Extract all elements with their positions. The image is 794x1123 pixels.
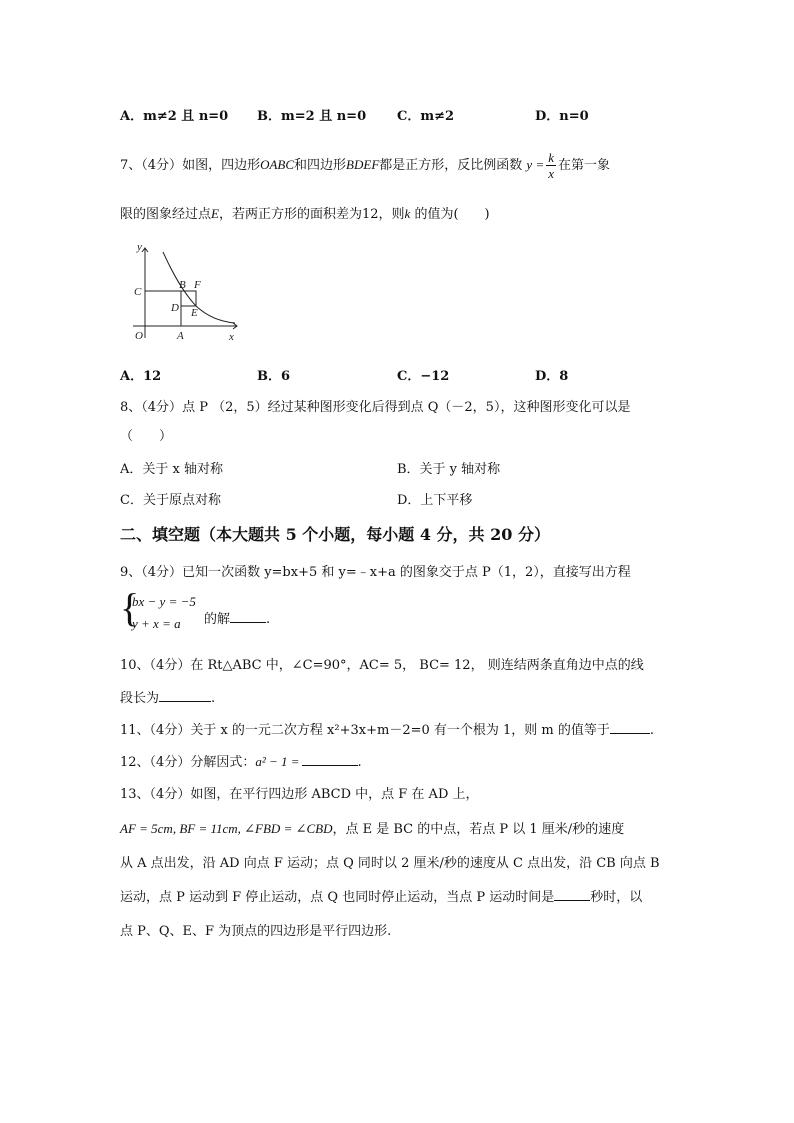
q8-number: 8、 bbox=[120, 400, 142, 415]
q7-option-d: D．8 bbox=[535, 369, 569, 384]
label-b: B bbox=[179, 279, 186, 291]
q11-text: 关于 x 的一元二次方程 x²+3x+m－2=0 有一个根为 1，则 m 的值等于 bbox=[190, 723, 610, 738]
q13-given: AF = 5cm, BF = 11cm, ∠FBD = ∠CBD bbox=[120, 821, 333, 836]
q10-text: 在 Rt△ABC 中，∠C=90°，AC= 5， BC= 12， 则连结两条直角边中点的线 bbox=[190, 658, 644, 673]
label-y: y bbox=[137, 241, 142, 253]
label-c: C bbox=[134, 286, 142, 298]
q12-line1 bbox=[120, 751, 362, 770]
q13-text: 如图，在平行四边形 ABCD 中，点 F 在 AD 上， bbox=[190, 787, 479, 802]
q13-line4-text: 运动，点 P 运动到 F 停止运动，点 Q 也同时停止运动，当点 P 运动时间是 bbox=[120, 890, 555, 905]
q13-line3: 从 A 点出发，沿 AD 向点 F 运动；点 Q 同时以 2 厘米/秒的速度从 C 点出发，沿 CB 向点 B bbox=[120, 856, 660, 871]
q8-text: 点 P （2，5）经过某种图形变化后得到点 Q（－2，5），这种图形变化可以是 bbox=[182, 400, 631, 415]
q8-option-a: A．关于 x 轴对称 bbox=[120, 462, 223, 477]
q12-score: （4分） bbox=[149, 755, 191, 770]
label-d: D bbox=[171, 302, 179, 314]
label-x: x bbox=[229, 331, 234, 343]
q7-option-b: B．6 bbox=[257, 369, 291, 384]
q7-figure bbox=[125, 238, 245, 344]
q7-k: k bbox=[404, 206, 411, 221]
q9-equation-1: bx − y = −5 bbox=[132, 594, 196, 609]
q12-text: 分解因式： bbox=[190, 755, 256, 770]
label-a: A bbox=[177, 330, 184, 342]
q8-option-b: B．关于 y 轴对称 bbox=[397, 462, 501, 477]
q7-text: 的值为( ) bbox=[414, 207, 490, 222]
q7-option-a: A．12 bbox=[120, 369, 162, 384]
q12-period: . bbox=[357, 755, 362, 770]
q10-score: （4分） bbox=[149, 658, 191, 673]
q10-number: 10、 bbox=[120, 658, 150, 673]
q10-period: . bbox=[211, 691, 216, 706]
q13-score: （4分） bbox=[149, 787, 191, 802]
q7-function-y: y = bbox=[526, 157, 545, 172]
q9-line1 bbox=[120, 561, 631, 580]
q13-line5: 点 P、Q、E、F 为顶点的四边形是平行四边形. bbox=[120, 924, 392, 939]
q8-score: （4分） bbox=[141, 400, 183, 415]
q7-text: 限的图象经过点 bbox=[120, 207, 212, 222]
q13-line2 bbox=[120, 818, 624, 837]
q10-line2-text: 段长为 bbox=[120, 691, 160, 706]
q9-equation-2: y + x = a bbox=[132, 616, 181, 631]
q11-answer-blank[interactable] bbox=[610, 721, 650, 734]
q6-option-a: A．m≠2 且 n=0 bbox=[120, 109, 229, 124]
q7-oabc: OABC bbox=[260, 157, 295, 172]
q13-line1 bbox=[120, 783, 479, 802]
q9-number: 9、 bbox=[120, 565, 142, 580]
q11-number: 11、 bbox=[120, 723, 150, 738]
q9-equation-system bbox=[120, 585, 210, 636]
q6-option-d: D．n=0 bbox=[535, 109, 589, 124]
q7-text: 和四边形 bbox=[294, 158, 347, 173]
q7-fraction-denominator: x bbox=[548, 166, 554, 181]
q7-text: 在第一象 bbox=[558, 158, 611, 173]
q10-line2 bbox=[120, 687, 215, 706]
q9-score: （4分） bbox=[141, 565, 183, 580]
q8-option-d: D．上下平移 bbox=[397, 493, 473, 508]
label-e: E bbox=[191, 307, 198, 319]
q13-line4 bbox=[120, 886, 642, 905]
label-o: O bbox=[135, 330, 143, 342]
q8-paren: （ ） bbox=[120, 429, 173, 444]
q12-answer-blank[interactable] bbox=[302, 753, 358, 766]
q7-text: 都是正方形，反比例函数 bbox=[379, 158, 523, 173]
q13-answer-blank[interactable] bbox=[554, 888, 590, 901]
section-heading: 二、填空题（本大题共 5 个小题，每小题 4 分，共 20 分） bbox=[120, 525, 550, 544]
q7-line2 bbox=[120, 203, 490, 222]
q10-line1 bbox=[120, 654, 644, 673]
q13-line4-tail: 秒时，以 bbox=[590, 890, 643, 905]
q6-option-b: B．m=2 且 n=0 bbox=[257, 109, 367, 124]
label-f: F bbox=[194, 279, 201, 291]
q7-point-e: E bbox=[211, 206, 219, 221]
q7-text: 如图，四边形 bbox=[182, 158, 261, 173]
q6-option-c: C．m≠2 bbox=[397, 109, 455, 124]
q9-tail bbox=[204, 608, 270, 627]
q8-line1 bbox=[120, 396, 630, 415]
q13-number: 13、 bbox=[120, 787, 150, 802]
q7-score: （4分） bbox=[141, 158, 183, 173]
q9-period: . bbox=[266, 612, 271, 627]
q7-fraction bbox=[546, 150, 556, 181]
q13-line2-text: ，点 E 是 BC 的中点，若点 P 以 1 厘米/秒的速度 bbox=[332, 822, 625, 837]
q7-line1 bbox=[120, 150, 610, 181]
q7-option-c: C．−12 bbox=[397, 369, 450, 384]
q10-answer-blank[interactable] bbox=[159, 689, 211, 702]
q11-period: . bbox=[649, 723, 655, 738]
q7-number: 7、 bbox=[120, 158, 142, 173]
q9-tail-text: 的解 bbox=[204, 612, 231, 627]
q9-brace: { bbox=[120, 585, 140, 630]
q8-option-c: C．关于原点对称 bbox=[120, 493, 221, 508]
q11-line1 bbox=[120, 719, 654, 738]
q12-expression: a² − 1 = bbox=[255, 754, 300, 769]
q7-bdef: BDEF bbox=[346, 157, 380, 172]
q12-number: 12、 bbox=[120, 755, 150, 770]
q9-answer-blank[interactable] bbox=[230, 610, 266, 623]
q11-score: （4分） bbox=[149, 723, 191, 738]
q9-text: 已知一次函数 y=bx+5 和 y=﹣x+a 的图象交于点 P（1，2），直接写出方程 bbox=[182, 565, 631, 580]
q7-text: ，若两正方形的面积差为12，则 bbox=[218, 207, 405, 222]
q7-fraction-numerator: k bbox=[548, 150, 554, 165]
